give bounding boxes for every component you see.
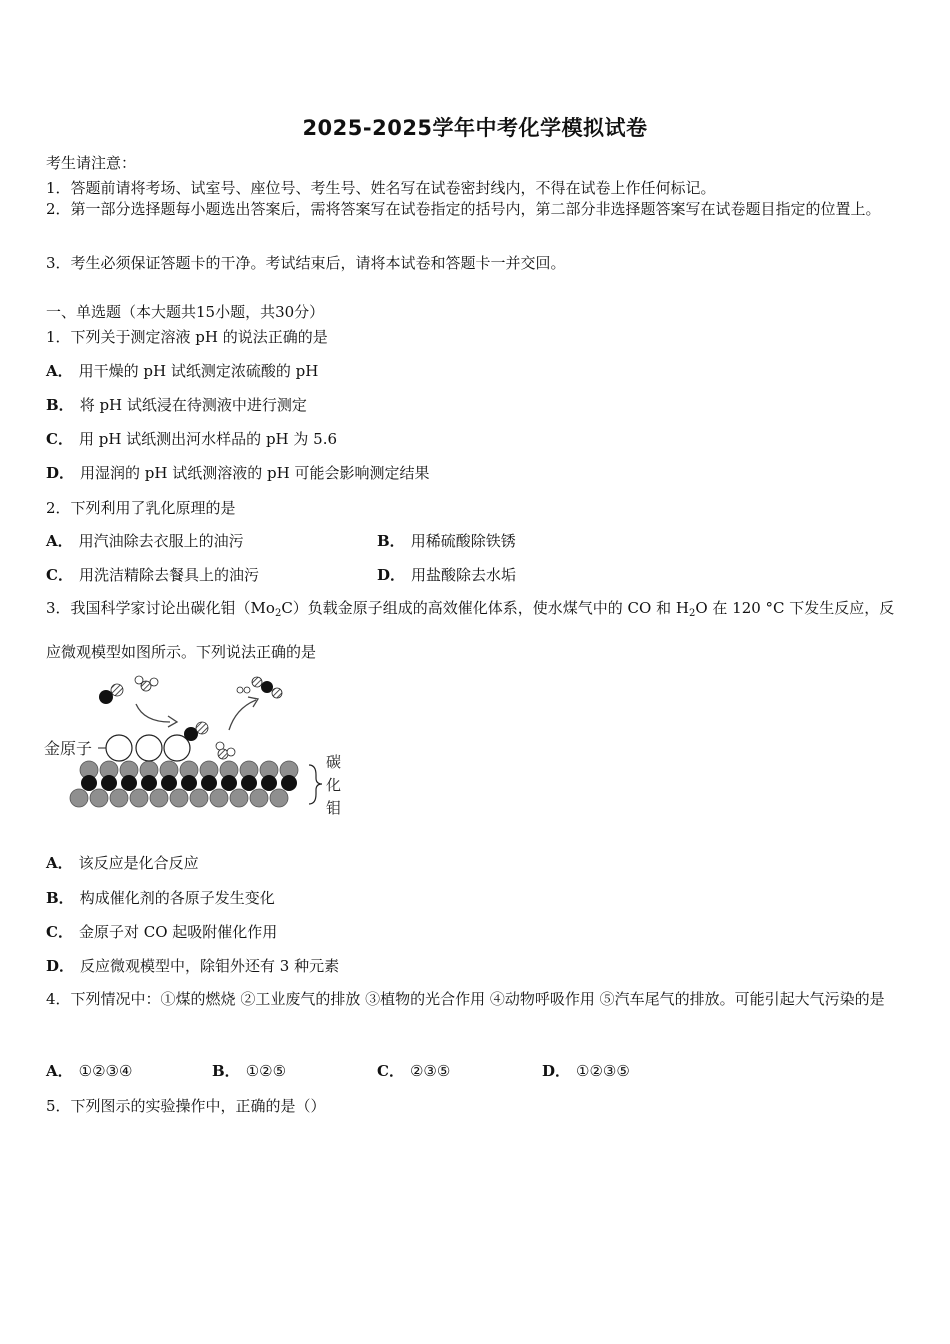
- support-label-3: 钼: [326, 799, 342, 817]
- option-label: C．: [46, 430, 73, 448]
- option-label: B．: [46, 396, 74, 414]
- option-text: 用稀硫酸除铁锈: [410, 532, 516, 550]
- q2-option-a: [46, 530, 244, 551]
- question-3-stem: [46, 589, 896, 671]
- option-label: A．: [46, 854, 73, 872]
- option-text: ①②③④: [78, 1062, 133, 1080]
- notice-item-3: 3．考生必须保证答题卡的干净。考试结束后，请将本试卷和答题卡一并交回。: [46, 254, 566, 272]
- notice-item-1: 1．答题前请将考场、试室号、座位号、考生号、姓名写在试卷密封线内，不得在试卷上作任何标记。: [46, 179, 716, 197]
- option-label: B．: [212, 1062, 240, 1080]
- option-text: 用盐酸除去水垢: [411, 566, 517, 584]
- option-label: B．: [46, 889, 74, 907]
- q1-option-d: [46, 462, 429, 483]
- q3-option-d: [46, 955, 339, 976]
- question-2-stem: 2．下列利用了乳化原理的是: [46, 499, 236, 517]
- option-text: 金原子对 CO 起吸附催化作用: [78, 923, 278, 941]
- option-label: A．: [46, 362, 73, 380]
- support-label-1: 碳: [326, 753, 342, 771]
- q2-option-b: [377, 530, 516, 551]
- option-label: A．: [46, 532, 73, 550]
- option-text: ②③⑤: [409, 1062, 451, 1080]
- q1-option-c: [46, 428, 337, 449]
- q2-option-d: [377, 564, 516, 585]
- option-text: 用湿润的 pH 试纸测溶液的 pH 可能会影响测定结果: [80, 464, 430, 482]
- q3-option-a: [46, 852, 199, 873]
- q1-option-a: [46, 360, 318, 381]
- support-label-2: 化: [326, 776, 342, 794]
- q4-option-c: [377, 1060, 450, 1081]
- notice-heading: 考生请注意：: [46, 154, 137, 172]
- exam-title: 2025-2025学年中考化学模拟试卷: [302, 116, 648, 140]
- section-heading: 一、单选题（本大题共15小题，共30分）: [46, 303, 325, 321]
- notice-item-2: 2．第一部分选择题每小题选出答案后，需将答案写在试卷指定的括号内，第二部分非选择题答案写在试卷题目指定的位置上。: [46, 200, 881, 218]
- option-label: C．: [377, 1062, 404, 1080]
- subscript: 2: [688, 608, 696, 619]
- q2-option-c: [46, 564, 259, 585]
- subscript: 2: [274, 608, 282, 619]
- q4-option-a: [46, 1060, 132, 1081]
- q4-option-d: [542, 1060, 630, 1081]
- gold-atoms: [106, 735, 190, 761]
- option-label: C．: [46, 566, 73, 584]
- option-text: 用汽油除去衣服上的油污: [78, 532, 244, 550]
- option-text: 用洗洁精除去餐具上的油污: [78, 566, 259, 584]
- question-1-stem: 1．下列关于测定溶液 pH 的说法正确的是: [46, 328, 328, 346]
- stem-part: 3．我国科学家讨论出碳化钼（Mo: [46, 599, 275, 617]
- option-text: 将 pH 试纸浸在待测液中进行测定: [79, 396, 307, 414]
- option-text: ①②⑤: [245, 1062, 287, 1080]
- option-text: ①②③⑤: [576, 1062, 630, 1080]
- option-label: D．: [542, 1062, 571, 1080]
- option-label: D．: [46, 957, 75, 975]
- stem-part: C）负载金原子组成的高效催化体系，使水煤气中的 CO 和 H: [281, 599, 689, 617]
- gold-atom-label: 金原子: [44, 739, 93, 758]
- option-text: 用 pH 试纸测出河水样品的 pH 为 5.6: [78, 430, 338, 448]
- option-label: B．: [377, 532, 405, 550]
- option-label: A．: [46, 1062, 73, 1080]
- stem-part: O 在 120 °C 下发生反应，反应微观模型如图所示。下列说法正确的是: [46, 599, 895, 661]
- q1-option-b: [46, 394, 307, 415]
- option-label: C．: [46, 923, 73, 941]
- reaction-model-figure: [44, 670, 364, 834]
- q3-option-c: [46, 921, 277, 942]
- q4-option-b: [212, 1060, 286, 1081]
- option-text: 该反应是化合反应: [78, 854, 199, 872]
- question-5-stem: 5．下列图示的实验操作中，正确的是（）: [46, 1097, 326, 1115]
- q3-option-b: [46, 887, 275, 908]
- option-text: 反应微观模型中，除钼外还有 3 种元素: [80, 957, 340, 975]
- question-4-stem: 4．下列情况中：①煤的燃烧 ②工业废气的排放 ③植物的光合作用 ④动物呼吸作用 ⑤汽车尾气的排放。可能引起大气污染的是: [46, 990, 885, 1008]
- carbon-layer: [81, 775, 297, 791]
- option-text: 构成催化剂的各原子发生变化: [79, 889, 275, 907]
- option-label: D．: [46, 464, 75, 482]
- option-label: D．: [377, 566, 406, 584]
- option-text: 用干燥的 pH 试纸测定浓硫酸的 pH: [78, 362, 319, 380]
